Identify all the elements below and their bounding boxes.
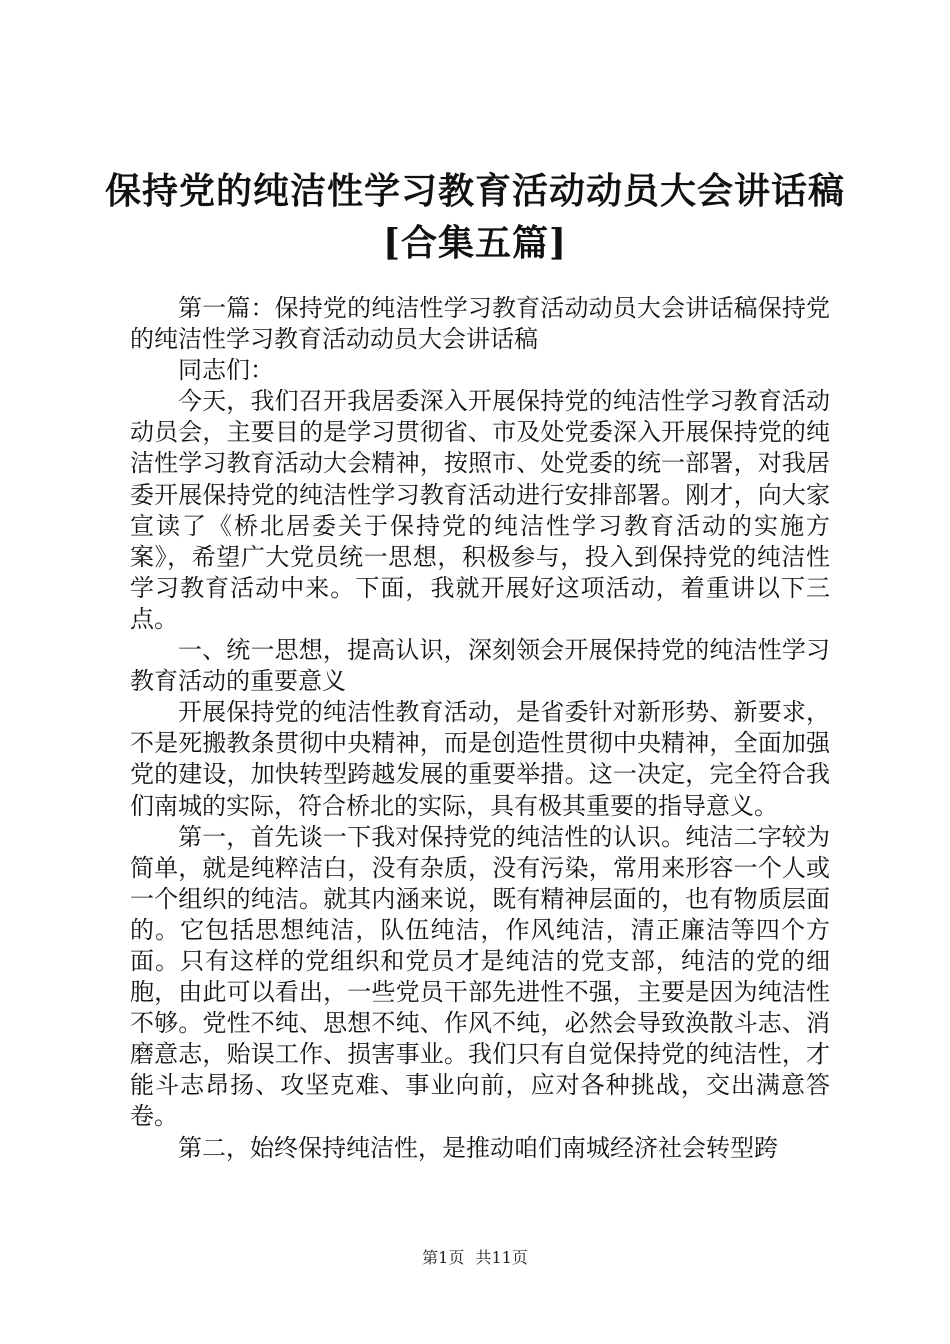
paragraph: 同志们： xyxy=(178,356,274,385)
document-subtitle: [合集五篇] xyxy=(382,222,568,264)
document-title: 保持党的纯洁性学习教育活动动员大会讲话稿 xyxy=(104,170,845,212)
paragraph: 第一，首先谈一下我对保持党的纯洁性的认识。纯洁二字较为简单，就是纯粹洁白，没有杂质，没有污染，常用来形容一个人或一个组织的纯洁。就其内涵来说，既有精神层面的，也有物质层面的。它包括思想纯洁，队伍纯洁，作风纯洁，清正廉洁等四个方面。只有这样的党组织和党员才是纯洁的党支部，纯洁的党的细胞，由此可以看出，一些党员干部先进性不强，主要是因为纯洁性不够。党性不纯、思想不纯、作风不纯，必然会导致涣散斗志、消磨意志，贻误工作、损害事业。我们只有自觉保持党的纯洁性，才能斗志昂扬、攻坚克难、事业向前，应对各种挑战，交出满意答卷。 xyxy=(130,822,830,1131)
page-total: 共11页 xyxy=(475,1248,528,1267)
page-footer xyxy=(0,1245,950,1268)
document-body xyxy=(130,293,830,1164)
paragraph: 一、统一思想，提高认识，深刻领会开展保持党的纯洁性学习教育活动的重要意义 xyxy=(130,636,830,696)
paragraph: 第二，始终保持纯洁性，是推动咱们南城经济社会转型跨 xyxy=(178,1133,778,1162)
paragraph: 今天，我们召开我居委深入开展保持党的纯洁性学习教育活动动员会，主要目的是学习贯彻省、市及处党委深入开展保持党的纯洁性学习教育活动大会精神，按照市、处党委的统一部署，对我居委开展保持党的纯洁性学习教育活动进行安排部署。刚才，向大家宣读了《桥北居委关于保持党的纯洁性学习教育活动的实施方案》，希望广大党员统一思想，积极参与，投入到保持党的纯洁性学习教育活动中来。下面，我就开展好这项活动，着重讲以下三点。 xyxy=(130,387,830,633)
paragraph: 第一篇：保持党的纯洁性学习教育活动动员大会讲话稿保持党的纯洁性学习教育活动动员大会讲话稿 xyxy=(130,294,830,354)
page-number: 第1页 xyxy=(422,1248,465,1267)
paragraph: 开展保持党的纯洁性教育活动，是省委针对新形势、新要求，不是死搬教条贯彻中央精神，而是创造性贯彻中央精神，全面加强党的建设，加快转型跨越发展的重要举措。这一决定，完全符合我们南城的实际，符合桥北的实际，具有极其重要的指导意义。 xyxy=(130,698,830,820)
